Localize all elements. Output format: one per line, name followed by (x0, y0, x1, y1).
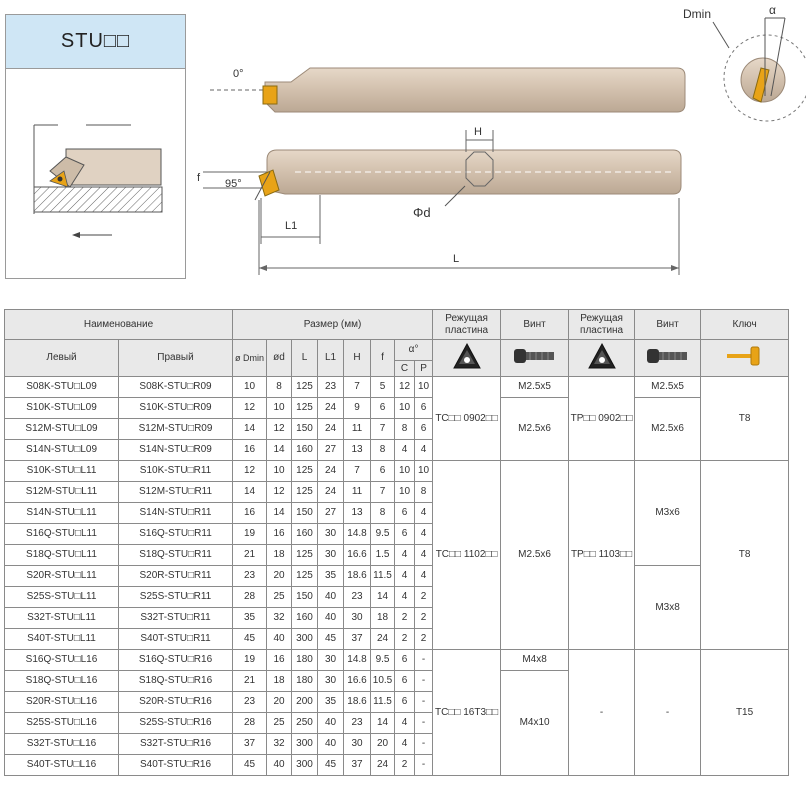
cell-left: S14N-STU□L09 (5, 440, 119, 461)
cell-alpha-p: - (415, 692, 433, 713)
cell-dmin: 12 (233, 398, 267, 419)
cell-left: S10K-STU□L09 (5, 398, 119, 419)
cell-dmin: 16 (233, 503, 267, 524)
cell-dmin: 14 (233, 482, 267, 503)
angle-95-label: 95° (225, 178, 242, 190)
boring-schematic (6, 69, 185, 278)
key-g1: T8 (701, 377, 789, 461)
cell-h: 30 (344, 608, 371, 629)
cell-left: S08K-STU□L09 (5, 377, 119, 398)
cell-right: S32T-STU□R16 (119, 734, 233, 755)
cell-alpha-p: 2 (415, 608, 433, 629)
cell-alpha-c: 4 (395, 566, 415, 587)
cell-alpha-p: 4 (415, 440, 433, 461)
cell-h: 13 (344, 503, 371, 524)
cell-alpha-p: 6 (415, 398, 433, 419)
cell-od: 16 (267, 524, 292, 545)
cell-alpha-p: - (415, 671, 433, 692)
cell-od: 10 (267, 398, 292, 419)
insert-g2: TC□□ 1102□□ (433, 461, 501, 650)
cell-right: S18Q-STU□R11 (119, 545, 233, 566)
tool-drawing-svg (195, 0, 806, 290)
cell-l: 300 (292, 755, 318, 776)
cell-h: 14.8 (344, 524, 371, 545)
table-row (5, 461, 789, 482)
title-box (5, 14, 186, 279)
cell-od: 14 (267, 440, 292, 461)
screw2-g1b: M2.5x6 (635, 398, 701, 461)
cell-od: 14 (267, 503, 292, 524)
tool-drawing (195, 0, 806, 290)
cell-f: 9.5 (371, 524, 395, 545)
cell-alpha-p: 2 (415, 629, 433, 650)
cell-right: S16Q-STU□R11 (119, 524, 233, 545)
cell-l1: 30 (318, 545, 344, 566)
header-l: L (292, 340, 318, 377)
cell-f: 5 (371, 377, 395, 398)
screw-icon (645, 345, 691, 367)
cell-alpha-c: 6 (395, 671, 415, 692)
header-alpha-p: P (415, 361, 433, 377)
cell-h: 11 (344, 419, 371, 440)
screw-image-2 (635, 340, 701, 377)
cell-l1: 40 (318, 608, 344, 629)
cell-dmin: 28 (233, 587, 267, 608)
cell-f: 20 (371, 734, 395, 755)
header-key: Ключ (701, 310, 789, 340)
cell-alpha-p: 4 (415, 566, 433, 587)
cell-alpha-p: - (415, 755, 433, 776)
spec-table (4, 309, 789, 776)
torx-key-icon (725, 344, 765, 368)
insert-top-icon (263, 86, 277, 104)
table-row (5, 377, 789, 398)
cell-f: 7 (371, 419, 395, 440)
cell-left: S18Q-STU□L16 (5, 671, 119, 692)
cell-right: S10K-STU□R11 (119, 461, 233, 482)
cell-right: S12M-STU□R09 (119, 419, 233, 440)
cell-l: 150 (292, 419, 318, 440)
cell-f: 14 (371, 713, 395, 734)
cell-dmin: 10 (233, 377, 267, 398)
cell-h: 30 (344, 734, 371, 755)
cell-dmin: 23 (233, 566, 267, 587)
cell-l: 125 (292, 545, 318, 566)
cell-f: 1.5 (371, 545, 395, 566)
cell-h: 13 (344, 440, 371, 461)
cell-f: 11.5 (371, 692, 395, 713)
cell-alpha-p: - (415, 734, 433, 755)
cell-right: S32T-STU□R11 (119, 608, 233, 629)
cell-left: S16Q-STU□L11 (5, 524, 119, 545)
cell-alpha-c: 10 (395, 461, 415, 482)
cell-l1: 24 (318, 398, 344, 419)
screw-image-1 (501, 340, 569, 377)
product-title: STU□□ (6, 15, 185, 69)
cell-dmin: 35 (233, 608, 267, 629)
triangle-insert-icon (587, 341, 617, 371)
cell-od: 32 (267, 608, 292, 629)
cell-h: 23 (344, 587, 371, 608)
dim-l-label: L (453, 253, 460, 265)
cell-dmin: 21 (233, 545, 267, 566)
dim-dmin-label: Dmin (683, 7, 712, 21)
cell-l1: 35 (318, 566, 344, 587)
cell-f: 6 (371, 398, 395, 419)
cell-alpha-c: 10 (395, 398, 415, 419)
cell-right: S10K-STU□R09 (119, 398, 233, 419)
cell-dmin: 45 (233, 629, 267, 650)
cell-alpha-p: - (415, 713, 433, 734)
cell-left: S40T-STU□L11 (5, 629, 119, 650)
screw1-g1a: M2.5x5 (501, 377, 569, 398)
cell-od: 20 (267, 692, 292, 713)
cell-l1: 24 (318, 461, 344, 482)
cell-right: S12M-STU□R11 (119, 482, 233, 503)
dim-phid-label: Φd (413, 205, 431, 220)
cell-right: S40T-STU□R16 (119, 755, 233, 776)
cell-left: S12M-STU□L09 (5, 419, 119, 440)
cell-h: 7 (344, 377, 371, 398)
cell-l1: 45 (318, 629, 344, 650)
cell-l: 160 (292, 608, 318, 629)
cell-od: 18 (267, 671, 292, 692)
cell-alpha-c: 8 (395, 419, 415, 440)
cell-l1: 40 (318, 713, 344, 734)
cell-l: 250 (292, 713, 318, 734)
cell-f: 24 (371, 755, 395, 776)
cell-h: 16.6 (344, 545, 371, 566)
cell-left: S12M-STU□L11 (5, 482, 119, 503)
header-size: Размер (мм) (233, 310, 433, 340)
key-g3: T15 (701, 650, 789, 776)
screw2-g1a: M2.5x5 (635, 377, 701, 398)
cell-f: 9.5 (371, 650, 395, 671)
cell-right: S14N-STU□R09 (119, 440, 233, 461)
cell-l: 125 (292, 461, 318, 482)
cell-dmin: 14 (233, 419, 267, 440)
cell-f: 18 (371, 608, 395, 629)
cell-l1: 27 (318, 440, 344, 461)
header-insert-2: Режущая пластина (569, 310, 635, 340)
tool-top-view (265, 68, 685, 112)
cell-h: 18.6 (344, 566, 371, 587)
table-row (5, 398, 789, 419)
table-row (5, 566, 789, 587)
cell-od: 16 (267, 650, 292, 671)
cell-right: S18Q-STU□R16 (119, 671, 233, 692)
cell-alpha-c: 12 (395, 377, 415, 398)
cell-l: 300 (292, 734, 318, 755)
cell-alpha-c: 6 (395, 692, 415, 713)
header-h: H (344, 340, 371, 377)
cell-od: 12 (267, 482, 292, 503)
insert-g3: TC□□ 16T3□□ (433, 650, 501, 776)
cell-od: 10 (267, 461, 292, 482)
cell-alpha-p: 4 (415, 503, 433, 524)
cell-od: 25 (267, 713, 292, 734)
cell-alpha-p: 8 (415, 482, 433, 503)
cell-dmin: 12 (233, 461, 267, 482)
cell-l1: 30 (318, 671, 344, 692)
dim-alpha-label: α (769, 3, 776, 17)
cell-l: 300 (292, 629, 318, 650)
cell-h: 9 (344, 398, 371, 419)
cell-alpha-c: 4 (395, 713, 415, 734)
screw2-g2a: M3x6 (635, 461, 701, 566)
cell-h: 37 (344, 629, 371, 650)
cell-right: S08K-STU□R09 (119, 377, 233, 398)
cell-od: 20 (267, 566, 292, 587)
screw1-g3a: M4x8 (501, 650, 569, 671)
key-image (701, 340, 789, 377)
key-g2: T8 (701, 461, 789, 650)
cell-alpha-p: 2 (415, 587, 433, 608)
header-name: Наименование (5, 310, 233, 340)
cell-left: S16Q-STU□L16 (5, 650, 119, 671)
cell-alpha-c: 2 (395, 755, 415, 776)
cell-l: 160 (292, 524, 318, 545)
header-insert-1: Режущая пластина (433, 310, 501, 340)
cell-right: S14N-STU□R11 (119, 503, 233, 524)
cell-dmin: 21 (233, 671, 267, 692)
cell-alpha-c: 2 (395, 608, 415, 629)
header-screw-1: Винт (501, 310, 569, 340)
cell-alpha-c: 10 (395, 482, 415, 503)
screw1-g1b: M2.5x6 (501, 398, 569, 461)
header-dmin: ø Dmin (233, 340, 267, 377)
cell-od: 12 (267, 419, 292, 440)
cell-f: 14 (371, 587, 395, 608)
cell-dmin: 19 (233, 524, 267, 545)
cell-od: 18 (267, 545, 292, 566)
header-alpha-c: C (395, 361, 415, 377)
header-screw-2: Винт (635, 310, 701, 340)
cell-alpha-c: 4 (395, 440, 415, 461)
cell-alpha-p: - (415, 650, 433, 671)
header-left: Левый (5, 340, 119, 377)
screw2-g2b: M3x8 (635, 566, 701, 650)
cell-dmin: 28 (233, 713, 267, 734)
cell-od: 40 (267, 629, 292, 650)
cell-l1: 35 (318, 692, 344, 713)
cell-left: S10K-STU□L11 (5, 461, 119, 482)
cell-left: S25S-STU□L16 (5, 713, 119, 734)
cell-dmin: 45 (233, 755, 267, 776)
cell-alpha-c: 2 (395, 629, 415, 650)
cell-l: 125 (292, 482, 318, 503)
cell-right: S16Q-STU□R16 (119, 650, 233, 671)
cell-l1: 24 (318, 482, 344, 503)
cell-h: 14.8 (344, 650, 371, 671)
cell-l: 160 (292, 440, 318, 461)
cell-l1: 40 (318, 587, 344, 608)
cell-alpha-c: 4 (395, 545, 415, 566)
cell-alpha-c: 6 (395, 650, 415, 671)
cell-alpha-c: 6 (395, 524, 415, 545)
workpiece-hatch (34, 187, 162, 212)
cell-l1: 24 (318, 419, 344, 440)
cell-f: 6 (371, 461, 395, 482)
cell-left: S14N-STU□L11 (5, 503, 119, 524)
screw1-g2: M2.5x6 (501, 461, 569, 650)
cell-right: S40T-STU□R11 (119, 629, 233, 650)
dim-f-label: f (197, 172, 201, 184)
header-right: Правый (119, 340, 233, 377)
cell-h: 37 (344, 755, 371, 776)
insert2-g2: TP□□ 1103□□ (569, 461, 635, 650)
cell-right: S25S-STU□R11 (119, 587, 233, 608)
cell-alpha-p: 10 (415, 377, 433, 398)
cell-alpha-p: 6 (415, 419, 433, 440)
cell-l: 125 (292, 566, 318, 587)
cell-h: 18.6 (344, 692, 371, 713)
screw-icon (512, 345, 558, 367)
header-od: ød (267, 340, 292, 377)
screw2-g3: - (635, 650, 701, 776)
cell-l1: 23 (318, 377, 344, 398)
cell-l: 180 (292, 671, 318, 692)
cell-l: 180 (292, 650, 318, 671)
cell-right: S20R-STU□R16 (119, 692, 233, 713)
cell-left: S25S-STU□L11 (5, 587, 119, 608)
cell-h: 16.6 (344, 671, 371, 692)
cell-h: 11 (344, 482, 371, 503)
cell-od: 40 (267, 755, 292, 776)
cell-od: 8 (267, 377, 292, 398)
cell-l1: 30 (318, 650, 344, 671)
cell-left: S32T-STU□L16 (5, 734, 119, 755)
cell-l1: 27 (318, 503, 344, 524)
cell-left: S20R-STU□L11 (5, 566, 119, 587)
cell-right: S25S-STU□R16 (119, 713, 233, 734)
cell-od: 25 (267, 587, 292, 608)
cell-h: 23 (344, 713, 371, 734)
cell-left: S20R-STU□L16 (5, 692, 119, 713)
cell-dmin: 37 (233, 734, 267, 755)
screw1-g3b: M4x10 (501, 671, 569, 776)
cell-alpha-p: 10 (415, 461, 433, 482)
insert-tc-image (433, 340, 501, 377)
cell-od: 32 (267, 734, 292, 755)
dim-l1-label: L1 (285, 220, 298, 232)
table-row (5, 650, 789, 671)
cell-h: 7 (344, 461, 371, 482)
cell-f: 8 (371, 503, 395, 524)
cell-dmin: 23 (233, 692, 267, 713)
cell-l: 125 (292, 377, 318, 398)
cell-dmin: 19 (233, 650, 267, 671)
cell-f: 24 (371, 629, 395, 650)
spec-table-body (5, 377, 789, 776)
cell-f: 10.5 (371, 671, 395, 692)
angle-0-label: 0° (233, 68, 244, 80)
cell-l: 150 (292, 587, 318, 608)
header-f: f (371, 340, 395, 377)
cell-f: 11.5 (371, 566, 395, 587)
cell-l: 150 (292, 503, 318, 524)
cell-alpha-p: 4 (415, 545, 433, 566)
insert-g1: TC□□ 0902□□ (433, 377, 501, 461)
cell-right: S20R-STU□R11 (119, 566, 233, 587)
cell-alpha-c: 4 (395, 734, 415, 755)
cell-left: S18Q-STU□L11 (5, 545, 119, 566)
cell-left: S32T-STU□L11 (5, 608, 119, 629)
insert2-g1: TP□□ 0902□□ (569, 377, 635, 461)
cell-left: S40T-STU□L16 (5, 755, 119, 776)
cell-l: 125 (292, 398, 318, 419)
header-l1: L1 (318, 340, 344, 377)
cell-alpha-c: 4 (395, 587, 415, 608)
dim-h-label: H (474, 126, 482, 138)
triangle-insert-icon (452, 341, 482, 371)
cell-l1: 40 (318, 734, 344, 755)
cell-alpha-p: 4 (415, 524, 433, 545)
cell-l: 200 (292, 692, 318, 713)
cell-l1: 45 (318, 755, 344, 776)
cell-f: 7 (371, 482, 395, 503)
insert2-g3: - (569, 650, 635, 776)
cell-f: 8 (371, 440, 395, 461)
insert-tp-image (569, 340, 635, 377)
header-alpha: α° (395, 340, 433, 361)
cell-alpha-c: 6 (395, 503, 415, 524)
cell-dmin: 16 (233, 440, 267, 461)
cell-l1: 30 (318, 524, 344, 545)
